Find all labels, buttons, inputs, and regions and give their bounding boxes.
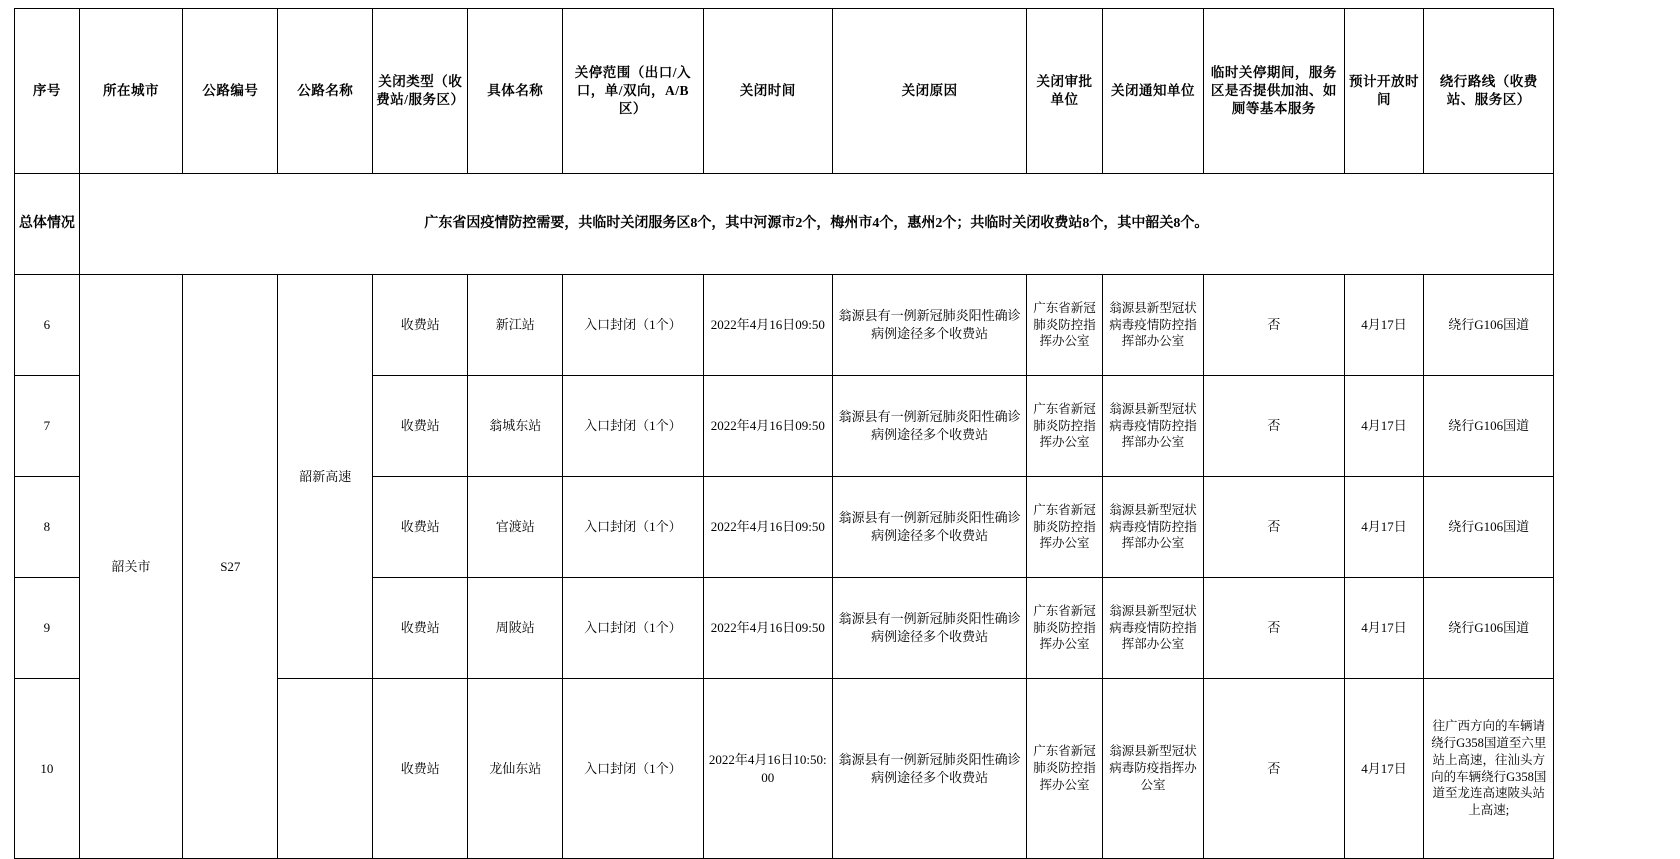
column-header-detour-route: 绕行路线（收费站、服务区） xyxy=(1424,9,1554,174)
cell-closure-time: 2022年4月16日10:50:00 xyxy=(703,679,833,859)
cell-approval-unit: 广东省新冠肺炎防控指挥办公室 xyxy=(1027,376,1103,477)
column-header-expected-open-time: 预计开放时间 xyxy=(1344,9,1424,174)
cell-specific-name: 翁城东站 xyxy=(468,376,563,477)
cell-expected-open-time: 4月17日 xyxy=(1344,376,1424,477)
cell-approval-unit: 广东省新冠肺炎防控指挥办公室 xyxy=(1027,679,1103,859)
cell-road-name xyxy=(278,679,373,859)
cell-specific-name: 龙仙东站 xyxy=(468,679,563,859)
table-body xyxy=(15,174,1554,859)
cell-approval-unit: 广东省新冠肺炎防控指挥办公室 xyxy=(1027,477,1103,578)
column-header-basic-service: 临时关停期间，服务区是否提供加油、如厕等基本服务 xyxy=(1204,9,1344,174)
cell-basic-service: 否 xyxy=(1204,275,1344,376)
cell-road-name: 韶新高速 xyxy=(278,275,373,679)
cell-closure-reason: 翁源县有一例新冠肺炎阳性确诊病例途径多个收费站 xyxy=(833,275,1027,376)
cell-basic-service: 否 xyxy=(1204,578,1344,679)
column-header-notify-unit: 关闭通知单位 xyxy=(1102,9,1203,174)
column-header-road-name: 公路名称 xyxy=(278,9,373,174)
road-closure-table xyxy=(14,8,1554,859)
cell-notify-unit: 翁源县新型冠状病毒疫情防控指挥部办公室 xyxy=(1102,275,1203,376)
cell-seq: 9 xyxy=(15,578,80,679)
table-row xyxy=(15,275,1554,376)
cell-closure-reason: 翁源县有一例新冠肺炎阳性确诊病例途径多个收费站 xyxy=(833,578,1027,679)
cell-expected-open-time: 4月17日 xyxy=(1344,679,1424,859)
cell-closure-type: 收费站 xyxy=(373,376,468,477)
column-header-road-number: 公路编号 xyxy=(183,9,278,174)
cell-closure-reason: 翁源县有一例新冠肺炎阳性确诊病例途径多个收费站 xyxy=(833,376,1027,477)
cell-detour-route: 往广西方向的车辆请绕行G358国道至六里站上高速，往汕头方向的车辆绕行G358国道至龙连高速陂头站上高速; xyxy=(1424,679,1554,859)
column-header-seq: 序号 xyxy=(15,9,80,174)
cell-expected-open-time: 4月17日 xyxy=(1344,275,1424,376)
cell-seq: 10 xyxy=(15,679,80,859)
cell-detour-route: 绕行G106国道 xyxy=(1424,376,1554,477)
cell-closure-type: 收费站 xyxy=(373,578,468,679)
table-header xyxy=(15,9,1554,174)
cell-closure-reason: 翁源县有一例新冠肺炎阳性确诊病例途径多个收费站 xyxy=(833,477,1027,578)
cell-city: 韶关市 xyxy=(79,275,183,859)
cell-notify-unit: 翁源县新型冠状病毒疫情防控指挥部办公室 xyxy=(1102,578,1203,679)
summary-row xyxy=(15,174,1554,275)
cell-expected-open-time: 4月17日 xyxy=(1344,477,1424,578)
cell-specific-name: 官渡站 xyxy=(468,477,563,578)
cell-closure-type: 收费站 xyxy=(373,679,468,859)
cell-basic-service: 否 xyxy=(1204,376,1344,477)
cell-expected-open-time: 4月17日 xyxy=(1344,578,1424,679)
cell-closure-scope: 入口封闭（1个） xyxy=(563,578,703,679)
cell-detour-route: 绕行G106国道 xyxy=(1424,275,1554,376)
column-header-closure-scope: 关停范围（出口/入口，单/双向，A/B区） xyxy=(563,9,703,174)
cell-specific-name: 周陂站 xyxy=(468,578,563,679)
cell-closure-scope: 入口封闭（1个） xyxy=(563,679,703,859)
cell-road-number: S27 xyxy=(183,275,278,859)
cell-approval-unit: 广东省新冠肺炎防控指挥办公室 xyxy=(1027,275,1103,376)
cell-closure-time: 2022年4月16日09:50 xyxy=(703,477,833,578)
summary-text: 广东省因疫情防控需要，共临时关闭服务区8个，其中河源市2个，梅州市4个，惠州2个；共临时关闭收费站8个，其中韶关8个。 xyxy=(79,174,1553,275)
cell-basic-service: 否 xyxy=(1204,477,1344,578)
column-header-closure-type: 关闭类型（收费站/服务区） xyxy=(373,9,468,174)
cell-closure-reason: 翁源县有一例新冠肺炎阳性确诊病例途径多个收费站 xyxy=(833,679,1027,859)
cell-closure-scope: 入口封闭（1个） xyxy=(563,477,703,578)
cell-closure-scope: 入口封闭（1个） xyxy=(563,376,703,477)
cell-notify-unit: 翁源县新型冠状病毒防疫指挥办公室 xyxy=(1102,679,1203,859)
header-row xyxy=(15,9,1554,174)
cell-closure-time: 2022年4月16日09:50 xyxy=(703,376,833,477)
cell-closure-time: 2022年4月16日09:50 xyxy=(703,275,833,376)
column-header-city: 所在城市 xyxy=(79,9,183,174)
column-header-closure-time: 关闭时间 xyxy=(703,9,833,174)
cell-specific-name: 新江站 xyxy=(468,275,563,376)
cell-seq: 6 xyxy=(15,275,80,376)
cell-closure-type: 收费站 xyxy=(373,275,468,376)
cell-notify-unit: 翁源县新型冠状病毒疫情防控指挥部办公室 xyxy=(1102,477,1203,578)
column-header-approval-unit: 关闭审批单位 xyxy=(1027,9,1103,174)
cell-closure-time: 2022年4月16日09:50 xyxy=(703,578,833,679)
column-header-specific-name: 具体名称 xyxy=(468,9,563,174)
cell-seq: 7 xyxy=(15,376,80,477)
cell-basic-service: 否 xyxy=(1204,679,1344,859)
cell-detour-route: 绕行G106国道 xyxy=(1424,477,1554,578)
cell-approval-unit: 广东省新冠肺炎防控指挥办公室 xyxy=(1027,578,1103,679)
cell-detour-route: 绕行G106国道 xyxy=(1424,578,1554,679)
column-header-closure-reason: 关闭原因 xyxy=(833,9,1027,174)
summary-label: 总体情况 xyxy=(15,174,80,275)
cell-closure-scope: 入口封闭（1个） xyxy=(563,275,703,376)
cell-seq: 8 xyxy=(15,477,80,578)
cell-notify-unit: 翁源县新型冠状病毒疫情防控指挥部办公室 xyxy=(1102,376,1203,477)
cell-closure-type: 收费站 xyxy=(373,477,468,578)
